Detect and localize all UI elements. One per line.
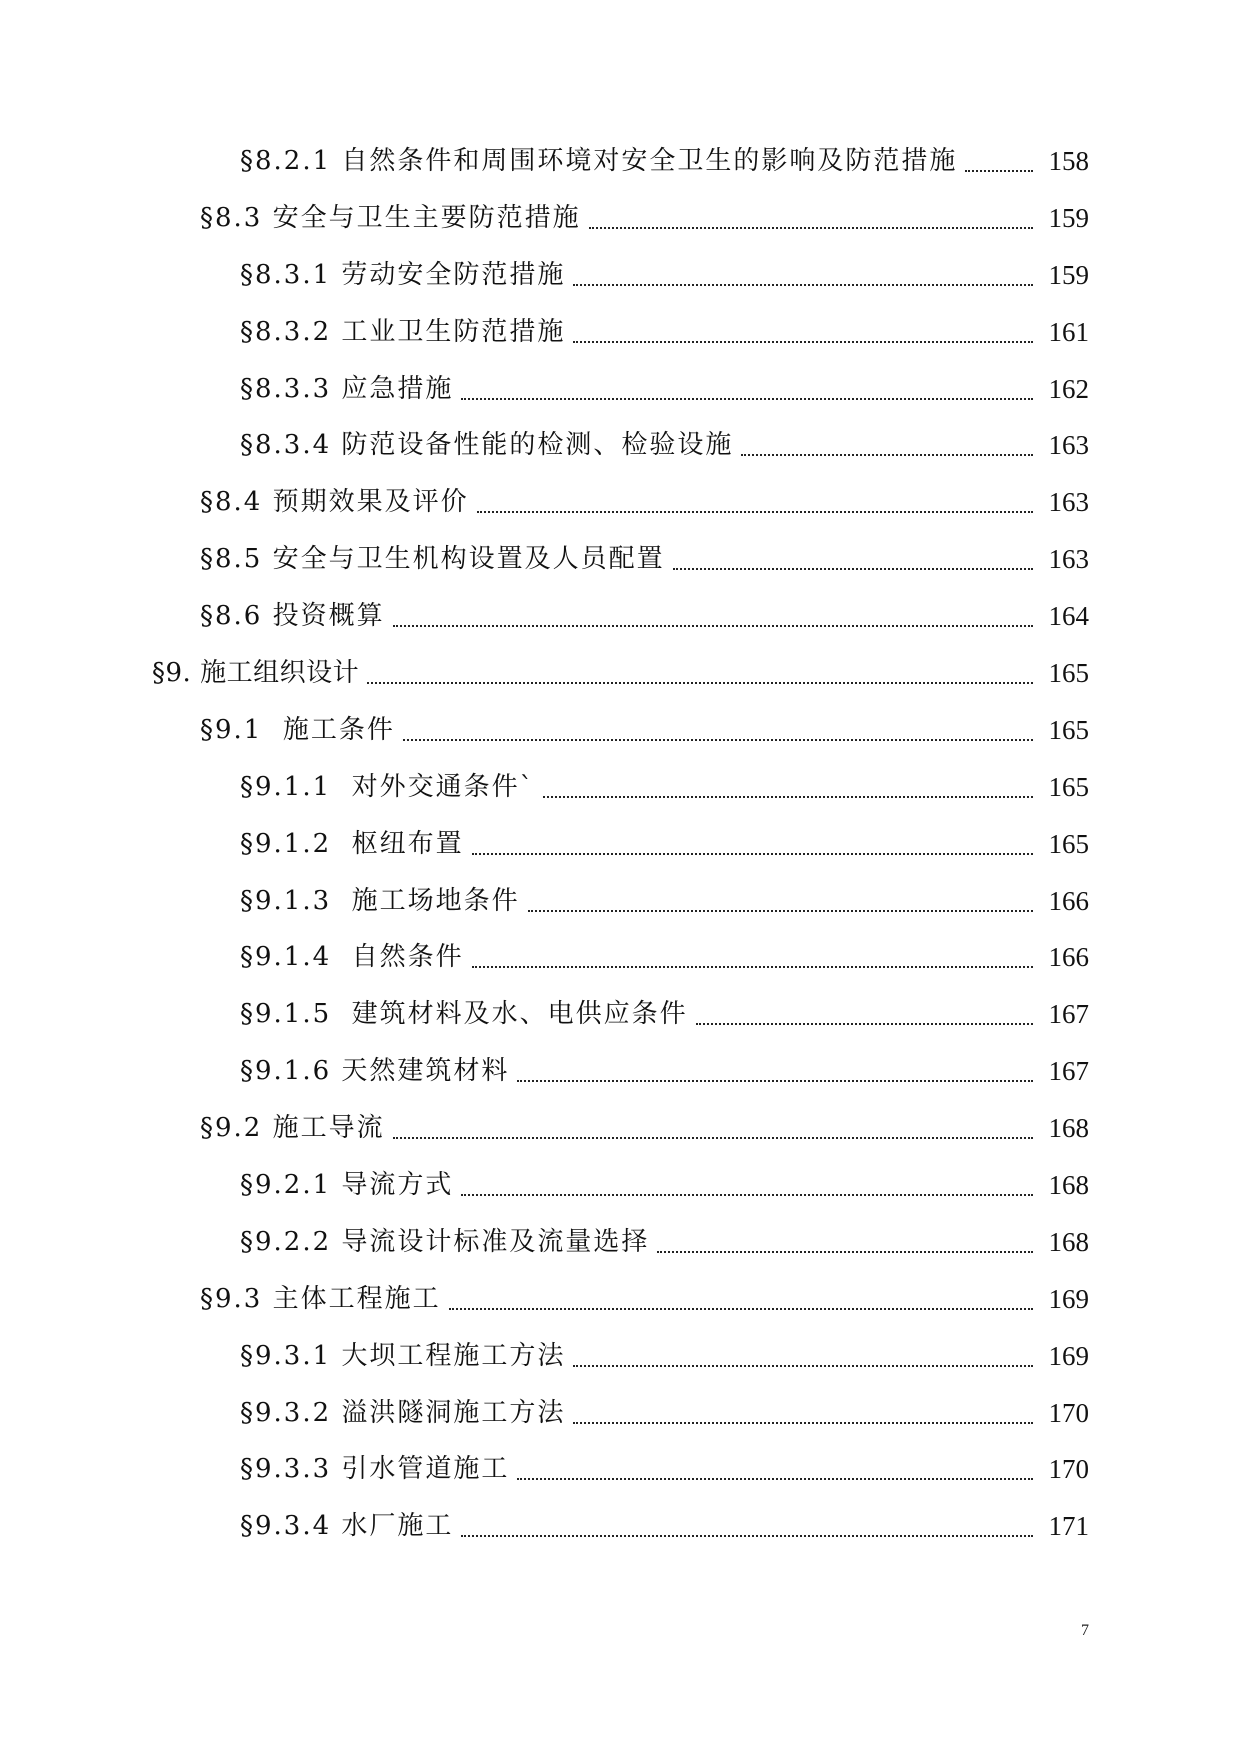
toc-entry[interactable] [0, 827, 1241, 884]
toc-leader-dots [393, 599, 1033, 627]
toc-entry-page: 170 [1048, 1397, 1089, 1428]
toc-leader-dots [403, 713, 1033, 741]
toc-leader-dots [461, 1509, 1033, 1537]
toc-entry-page: 165 [1048, 828, 1089, 859]
toc-entry-page: 171 [1048, 1511, 1089, 1542]
toc-entry[interactable] [0, 485, 1241, 542]
toc-leader-dots [573, 315, 1033, 343]
toc-entry-page: 163 [1048, 487, 1089, 518]
toc-entry-page: 165 [1048, 658, 1089, 689]
page-number: 7 [1081, 1622, 1089, 1639]
toc-entry-label: §9.1.4 自然条件 [240, 942, 464, 973]
toc-entry-label: §9.3.1 大坝工程施工方法 [240, 1340, 566, 1371]
toc-entry-page: 168 [1048, 1170, 1089, 1201]
toc-entry-label: §9.1.6 天然建筑材料 [240, 1056, 510, 1087]
toc-entry-page: 166 [1048, 942, 1089, 973]
toc-entry-page: 169 [1048, 1340, 1089, 1371]
toc-leader-dots [573, 1396, 1033, 1424]
toc-entry-label: §9.3.2 溢洪隧洞施工方法 [240, 1397, 566, 1428]
toc-entry[interactable] [0, 428, 1241, 485]
toc-entry[interactable] [0, 1054, 1241, 1111]
toc-entry[interactable] [0, 144, 1241, 201]
toc-leader-dots [393, 1111, 1033, 1139]
toc-entry[interactable] [0, 1452, 1241, 1509]
toc-entry-label: §8.6 投资概算 [200, 601, 385, 632]
toc-entry-label: §8.3.2 工业卫生防范措施 [240, 316, 566, 347]
toc-entry[interactable] [0, 1225, 1241, 1282]
toc-entry[interactable] [0, 713, 1241, 770]
toc-leader-dots [472, 827, 1033, 855]
toc-entry-label: §9.1.2 枢纽布置 [240, 828, 464, 859]
toc-entry-page: 168 [1048, 1113, 1089, 1144]
toc-entry-page: 159 [1048, 259, 1089, 290]
toc-entry-page: 162 [1048, 373, 1089, 404]
toc-entry-page: 168 [1048, 1226, 1089, 1257]
toc-entry-label: §9.1.5 建筑材料及水、电供应条件 [240, 999, 688, 1030]
toc-entry[interactable] [0, 372, 1241, 429]
toc-entry-label: §9. 施工组织设计 [152, 658, 360, 689]
toc-entry-label: §8.5 安全与卫生机构设置及人员配置 [200, 544, 665, 575]
toc-entry[interactable] [0, 201, 1241, 258]
toc-entry-label: §9.1.1 对外交通条件` [240, 771, 535, 802]
toc-entry-label: §8.3 安全与卫生主要防范措施 [200, 202, 581, 233]
toc-entry-page: 166 [1048, 885, 1089, 916]
toc-leader-dots [573, 258, 1033, 286]
table-of-contents [0, 144, 1241, 1566]
toc-leader-dots [965, 144, 1033, 172]
toc-entry[interactable] [0, 940, 1241, 997]
toc-entry[interactable] [0, 1339, 1241, 1396]
toc-leader-dots [461, 1168, 1033, 1196]
toc-entry-label: §8.3.3 应急措施 [240, 373, 454, 404]
toc-entry-page: 163 [1048, 430, 1089, 461]
toc-entry-page: 170 [1048, 1454, 1089, 1485]
toc-entry-page: 163 [1048, 544, 1089, 575]
toc-leader-dots [657, 1225, 1033, 1253]
toc-entry[interactable] [0, 997, 1241, 1054]
toc-entry-page: 165 [1048, 714, 1089, 745]
toc-leader-dots [472, 940, 1033, 968]
toc-entry-label: §8.3.1 劳动安全防范措施 [240, 259, 566, 290]
toc-entry[interactable] [0, 1396, 1241, 1453]
toc-leader-dots [528, 884, 1033, 912]
toc-entry[interactable] [0, 258, 1241, 315]
toc-entry-label: §9.2.1 导流方式 [240, 1170, 454, 1201]
toc-entry-label: §8.3.4 防范设备性能的检测、检验设施 [240, 430, 734, 461]
toc-entry[interactable] [0, 1111, 1241, 1168]
toc-entry-page: 159 [1048, 202, 1089, 233]
toc-entry-page: 167 [1048, 1056, 1089, 1087]
toc-entry[interactable] [0, 1282, 1241, 1339]
toc-entry-page: 165 [1048, 771, 1089, 802]
toc-entry-label: §9.2.2 导流设计标准及流量选择 [240, 1226, 650, 1257]
toc-entry[interactable] [0, 770, 1241, 827]
toc-entry-label: §9.3.4 水厂施工 [240, 1511, 454, 1542]
toc-entry-label: §9.3 主体工程施工 [200, 1283, 441, 1314]
toc-leader-dots [477, 485, 1033, 513]
toc-entry-label: §9.1 施工条件 [200, 714, 395, 745]
toc-entry[interactable] [0, 315, 1241, 372]
toc-leader-dots [741, 428, 1033, 456]
toc-leader-dots [696, 997, 1033, 1025]
toc-entry-page: 167 [1048, 999, 1089, 1030]
toc-leader-dots [589, 201, 1033, 229]
toc-entry[interactable] [0, 1168, 1241, 1225]
toc-leader-dots [517, 1452, 1033, 1480]
toc-leader-dots [573, 1339, 1033, 1367]
toc-entry[interactable] [0, 1509, 1241, 1566]
toc-entry-page: 164 [1048, 601, 1089, 632]
toc-entry[interactable] [0, 656, 1241, 713]
toc-leader-dots [449, 1282, 1033, 1310]
toc-entry-page: 169 [1048, 1283, 1089, 1314]
toc-entry[interactable] [0, 542, 1241, 599]
toc-entry[interactable] [0, 599, 1241, 656]
toc-entry-page: 161 [1048, 316, 1089, 347]
toc-leader-dots [517, 1054, 1033, 1082]
toc-entry-label: §9.3.3 引水管道施工 [240, 1454, 510, 1485]
toc-entry-label: §8.4 预期效果及评价 [200, 487, 469, 518]
toc-entry-label: §8.2.1 自然条件和周围环境对安全卫生的影响及防范措施 [240, 146, 958, 176]
toc-leader-dots [461, 372, 1033, 400]
toc-leader-dots [543, 770, 1033, 798]
toc-entry-label: §9.1.3 施工场地条件 [240, 885, 520, 916]
toc-leader-dots [673, 542, 1033, 570]
toc-entry-page: 158 [1048, 146, 1089, 176]
toc-entry-label: §9.2 施工导流 [200, 1113, 385, 1144]
toc-entry[interactable] [0, 884, 1241, 941]
toc-leader-dots [367, 656, 1033, 684]
